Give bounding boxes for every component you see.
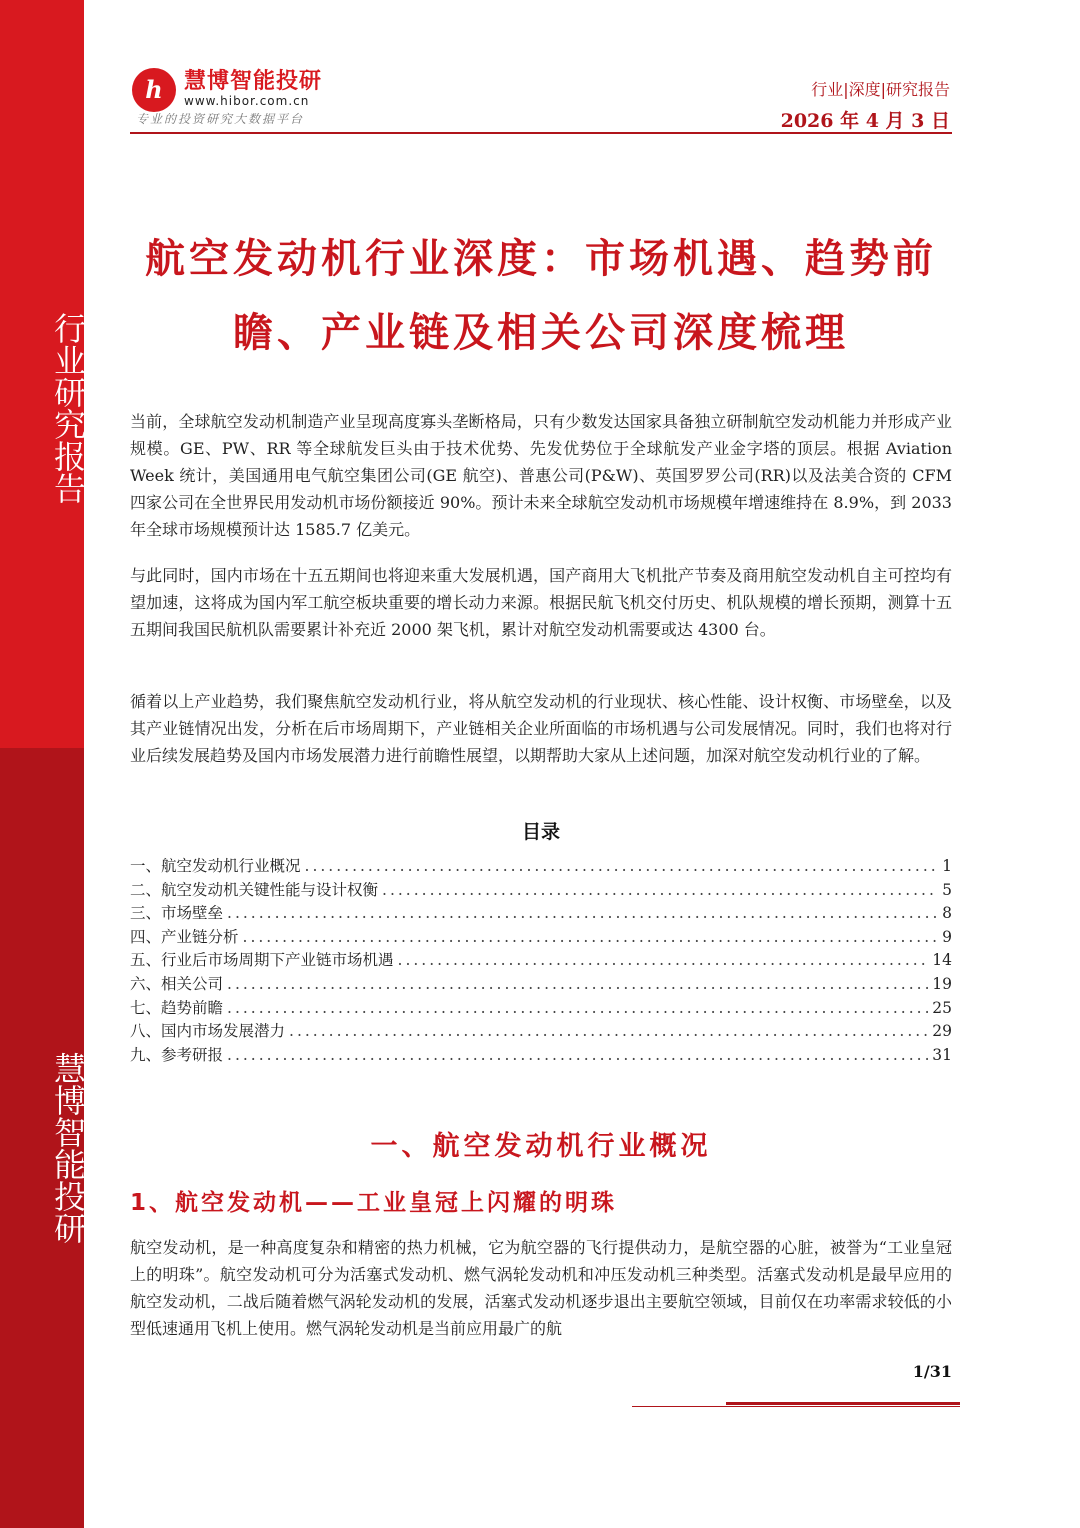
toc-item[interactable] — [130, 854, 952, 878]
toc-item-page: 29 — [932, 1022, 952, 1041]
toc-item-label: 六、相关公司 — [130, 974, 224, 993]
page-title: 航空发动机行业深度：市场机遇、趋势前瞻、产业链及相关公司深度梳理 — [145, 236, 937, 356]
logo-slogan: 专业的投资研究大数据平台 — [136, 112, 305, 126]
toc-item-page: 9 — [942, 927, 952, 946]
intro-paragraph-1: 当前，全球航空发动机制造产业呈现高度寡头垄断格局，只有少数发达国家具备独立研制航空发动机能力并形成产业规模。GE、PW、RR 等全球航发巨头由于技术优势、先发优势位于全球航发产业金字塔的顶层。根据 Aviation Week 统计，美国通用电气航空集团公司(GE 航空)、普惠公司(P&W)、英国罗罗公司(RR)以及法美合资的 CFM 四家公司在全世界民用发动机市场份额接近 90%。预计未来全球航空发动机市场规模年增速维持在 8.9%，到 2033 年全球市场规模预计达 1585.7 亿美元。 — [130, 412, 952, 539]
toc-item-label: 五、行业后市场周期下产业链市场机遇 — [130, 951, 394, 970]
toc-item[interactable] — [130, 948, 952, 972]
toc-item-label: 四、产业链分析 — [130, 927, 239, 946]
toc-title: 目录 — [521, 821, 560, 843]
page-number: 1/31 — [912, 1362, 952, 1381]
logo-url: www.hibor.com.cn — [184, 94, 310, 108]
toc-item[interactable] — [130, 1043, 952, 1067]
toc-leader — [398, 951, 929, 969]
toc-item[interactable] — [130, 878, 952, 902]
footer-rule-thin — [632, 1406, 960, 1407]
toc-item[interactable] — [130, 901, 952, 925]
toc-item-page: 1 — [942, 857, 952, 875]
toc-item-label: 一、航空发动机行业概况 — [130, 857, 301, 875]
toc-leader — [305, 857, 939, 875]
toc-item-page: 19 — [932, 974, 952, 993]
toc-item-label: 七、趋势前瞻 — [130, 998, 224, 1017]
table-of-contents — [130, 854, 952, 1066]
sidebar-brand-label: 慧博智能投研 — [49, 1052, 87, 1244]
logo-mark-icon: h — [132, 68, 176, 112]
toc-item-page: 31 — [932, 1045, 952, 1064]
toc-item[interactable] — [130, 925, 952, 949]
footer-rule-thick — [726, 1402, 960, 1405]
toc-item-page: 8 — [942, 904, 952, 923]
toc-item-page: 14 — [932, 951, 952, 970]
toc-item[interactable] — [130, 996, 952, 1020]
brand-logo — [132, 64, 352, 130]
toc-leader — [227, 999, 928, 1017]
toc-item[interactable] — [130, 1019, 952, 1043]
toc-item-label: 二、航空发动机关键性能与设计权衡 — [130, 880, 379, 899]
report-date: 2026 年 4 月 3 日 — [780, 110, 950, 132]
toc-item-label: 八、国内市场发展潜力 — [130, 1022, 286, 1041]
toc-leader — [227, 904, 938, 922]
toc-item[interactable] — [130, 972, 952, 996]
section-heading: 一、航空发动机行业概况 — [370, 1131, 712, 1162]
toc-item-page: 5 — [942, 880, 952, 899]
toc-leader — [227, 1046, 928, 1064]
toc-item-page: 25 — [932, 998, 952, 1017]
toc-item-label: 三、市场壁垒 — [130, 904, 224, 923]
intro-paragraph-3: 循着以上产业趋势，我们聚焦航空发动机行业，将从航空发动机的行业现状、核心性能、设计权衡、市场壁垒，以及其产业链情况出发，分析在后市场周期下，产业链相关企业所面临的市场机遇与公司发展情况。同时，我们也将对行业后续发展趋势及国内市场发展潜力进行前瞻性展望，以期帮助大家从上述问题，加深对航空发动机行业的了解。 — [130, 692, 952, 765]
toc-leader — [382, 881, 938, 899]
toc-item-label: 九、参考研报 — [130, 1045, 224, 1064]
sidebar-report-label: 行业研究报告 — [49, 312, 87, 504]
toc-leader — [289, 1022, 928, 1040]
section-subheading: 1、航空发动机——工业皇冠上闪耀的明珠 — [130, 1190, 618, 1216]
report-type: 行业|深度|研究报告 — [811, 80, 950, 99]
intro-paragraph-2: 与此同时，国内市场在十五五期间也将迎来重大发展机遇，国产商用大飞机批产节奏及商用航空发动机自主可控均有望加速，这将成为国内军工航空板块重要的增长动力来源。根据民航飞机交付历史、机队规模的增长预期，测算十五五期间我国民航机队需要累计补充近 2000 架飞机，累计对航空发动机需要或达 4300 台。 — [130, 566, 952, 639]
toc-leader — [227, 975, 928, 993]
logo-name: 慧博智能投研 — [184, 69, 323, 94]
header-meta — [781, 80, 950, 133]
header-divider — [130, 132, 952, 134]
section-paragraph: 航空发动机，是一种高度复杂和精密的热力机械，它为航空器的飞行提供动力，是航空器的心脏，被誉为“工业皇冠上的明珠”。航空发动机可分为活塞式发动机、燃气涡轮发动机和冲压发动机三种类型。活塞式发动机是最早应用的航空发动机，二战后随着燃气涡轮发动机的发展，活塞式发动机逐步退出主要航空领域，目前仅在功率需求较低的小型低速通用飞机上使用。燃气涡轮发动机是当前应用最广的航 — [130, 1238, 952, 1338]
toc-leader — [243, 928, 939, 946]
